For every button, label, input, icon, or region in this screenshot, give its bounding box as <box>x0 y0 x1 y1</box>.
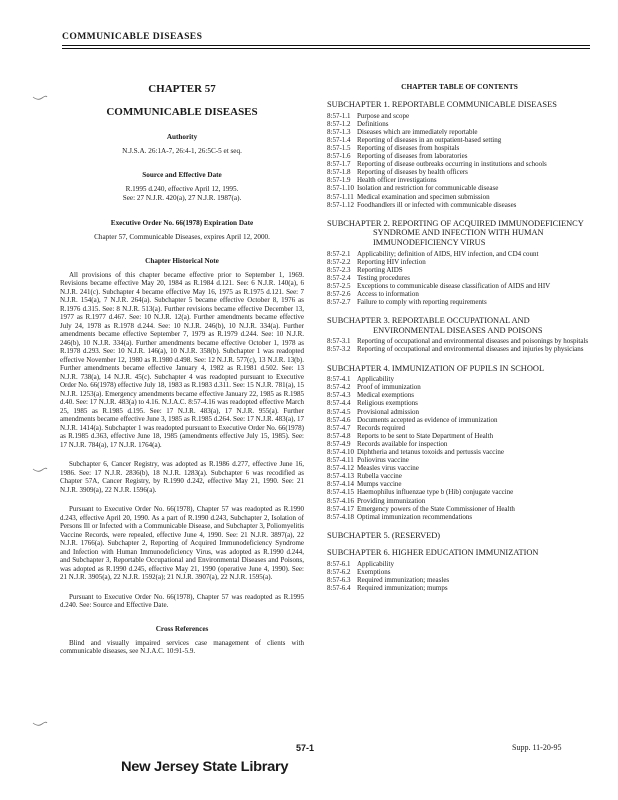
toc-entry <box>327 274 592 282</box>
margin-mark-icon <box>32 714 48 720</box>
section-title: Reporting of occupational and environmental diseases and injuries by physicians <box>357 345 584 354</box>
toc-entry <box>327 193 592 201</box>
source-line: R.1995 d.240, effective April 12, 1995. <box>125 185 239 194</box>
toc-entry <box>327 416 592 424</box>
toc-entry <box>327 513 592 521</box>
section-number: 8:57-4.15 <box>327 488 355 497</box>
toc-entry <box>327 152 592 160</box>
section-number: 8:57-3.2 <box>327 345 351 354</box>
subchapter-heading: SUBCHAPTER 5. (RESERVED) <box>327 530 441 540</box>
section-number: 8:57-1.6 <box>327 152 351 161</box>
toc-entry <box>327 480 592 488</box>
toc-entry <box>327 290 592 298</box>
section-number: 8:57-4.3 <box>327 391 351 400</box>
section-title: Definitions <box>357 119 389 128</box>
authority-heading: Authority <box>166 133 198 141</box>
margin-mark-icon <box>32 88 48 94</box>
header-rule <box>62 45 590 46</box>
section-title: Required immunization; measles <box>357 576 450 585</box>
section-title: Medical exemptions <box>357 391 414 400</box>
toc-entry <box>327 250 592 258</box>
section-title: Haemophilus influenzae type b (Hib) conjugate vaccine <box>357 488 514 497</box>
section-title: Documents accepted as evidence of immunization <box>357 415 498 424</box>
section-number: 8:57-1.5 <box>327 143 351 152</box>
section-title: Access to information <box>357 289 419 298</box>
section-title: Records available for inspection <box>357 439 448 448</box>
section-number: 8:57-1.4 <box>327 135 351 144</box>
running-head: COMMUNICABLE DISEASES <box>62 31 203 42</box>
expiration-heading: Executive Order No. 66(1978) Expiration Date <box>110 218 254 227</box>
page-number: 57-1 <box>296 743 315 753</box>
toc-entry <box>327 472 592 480</box>
section-number: 8:57-4.10 <box>327 447 355 456</box>
section-title: Diphtheria and tetanus toxoids and pertussis vaccine <box>357 447 504 456</box>
section-number: 8:57-1.10 <box>327 184 355 193</box>
section-title: Records required <box>357 423 406 432</box>
subchapter-heading: SUBCHAPTER 4. IMMUNIZATION OF PUPILS IN SCHOOL <box>327 363 545 373</box>
history-paragraph: Pursuant to Executive Order No. 66(1978), Chapter 57 was readopted as R.1990 d.243, effective April 20, 1990. As a part of R.1990 d.243, Subchapter 2, Isolation of Persons Ill or Infected with a Communicable Disease, and Subchapter 3, Poliomyelitis Vaccine Records, were repealed, effective June 4, 1990. See: 21 N.J.R. 3897(a), 22 N.J.R. 1766(a). Subchapter 2, Reporting of Acquired Immunodeficiency Syndrome and Infection with Human Immunodeficiency Virus, was adopted as R.1990 d.244, and Subchapter 3, Reportable Occupational and Environmental Diseases and Poisons, was adopted as R.1990 d.245, effective May 21, 1990 (operative June 4, 1990). See: 21 N.J.R. 3905(a), 22 N.J.R. 1592(a); 21 N.J.R. 3907(a), 22 N.J.R. 1595(a). <box>60 505 304 582</box>
toc-entry <box>327 576 592 584</box>
section-number: 8:57-2.3 <box>327 265 351 274</box>
toc-entry <box>327 391 592 399</box>
toc-entry <box>327 488 592 496</box>
section-number: 8:57-4.8 <box>327 431 351 440</box>
section-number: 8:57-4.11 <box>327 456 354 465</box>
subchapter-heading: SUBCHAPTER 6. HIGHER EDUCATION IMMUNIZATION <box>327 548 539 558</box>
section-number: 8:57-4.6 <box>327 415 351 424</box>
cross-references-heading: Cross References <box>155 624 209 633</box>
section-number: 8:57-4.2 <box>327 383 351 392</box>
toc-entry <box>327 282 592 290</box>
section-number: 8:57-1.2 <box>327 119 351 128</box>
section-title: Reporting of diseases by health officers <box>357 168 468 177</box>
section-number: 8:57-1.12 <box>327 200 355 209</box>
section-number: 8:57-2.5 <box>327 281 351 290</box>
section-title: Reporting AIDS <box>357 265 403 274</box>
library-stamp: New Jersey State Library <box>121 758 289 774</box>
toc-entry <box>327 456 592 464</box>
section-number: 8:57-4.13 <box>327 472 355 481</box>
section-title: Optimal immunization recommendations <box>357 512 473 521</box>
section-title: Rubella vaccine <box>357 472 402 481</box>
section-title: Medical examination and specimen submission <box>357 192 490 201</box>
section-number: 8:57-4.18 <box>327 512 355 521</box>
header-rule-thin <box>62 48 590 49</box>
supplement-date: Supp. 11-20-95 <box>512 743 562 752</box>
section-title: Measles virus vaccine <box>357 464 419 473</box>
section-title: Reporting of diseases from laboratories <box>357 152 468 161</box>
toc-entry <box>327 345 592 353</box>
section-title: Applicability; definition of AIDS, HIV infection, and CD4 count <box>357 249 539 258</box>
toc-entry <box>327 375 592 383</box>
toc-entry <box>327 497 592 505</box>
section-title: Failure to comply with reporting requirements <box>357 298 487 307</box>
section-title: Exemptions <box>357 568 391 577</box>
toc-entry <box>327 568 592 576</box>
section-title: Isolation and restriction for communicable disease <box>357 184 499 193</box>
section-title: Religious exemptions <box>357 399 418 408</box>
section-number: 8:57-2.7 <box>327 298 351 307</box>
section-number: 8:57-4.9 <box>327 439 351 448</box>
toc-entry <box>327 136 592 144</box>
toc-entry <box>327 337 592 345</box>
section-title: Foodhandlers ill or infected with communicable diseases <box>357 200 517 209</box>
section-number: 8:57-2.2 <box>327 257 351 266</box>
section-title: Mumps vaccine <box>357 480 402 489</box>
chapter-title: COMMUNICABLE DISEASES <box>106 106 258 118</box>
section-number: 8:57-2.6 <box>327 289 351 298</box>
section-title: Providing immunization <box>357 496 426 505</box>
source-line: See: 27 N.J.R. 420(a), 27 N.J.R. 1987(a). <box>122 194 242 203</box>
section-title: Emergency powers of the State Commissioner of Health <box>357 504 515 513</box>
toc-title: CHAPTER TABLE OF CONTENTS <box>401 82 518 91</box>
subchapter-heading: SUBCHAPTER 3. REPORTABLE OCCUPATIONAL AND ENVIRONMENTAL DISEASES AND POISONS <box>327 316 543 335</box>
section-number: 8:57-4.5 <box>327 407 351 416</box>
history-paragraph: Subchapter 6, Cancer Registry, was adopted as R.1986 d.277, effective June 16, 1986. See: 17 N.J.R. 2836(b), 18 N.J.R. 1283(a). Subchapter 6 was recodified as Chapter 57A, Cancer Registry, by R.1990 d.242, effective May 21, 1990. See: 21 N.J.R. 3909(a), 22 N.J.R. 1596(a). <box>60 460 304 494</box>
toc-entry <box>327 184 592 192</box>
section-number: 8:57-4.7 <box>327 423 351 432</box>
toc-entry <box>327 584 592 592</box>
margin-mark-icon <box>32 460 48 466</box>
toc-entry <box>327 128 592 136</box>
toc-entry <box>327 440 592 448</box>
section-title: Diseases which are immediately reportable <box>357 127 478 136</box>
toc-entry <box>327 432 592 440</box>
section-number: 8:57-4.12 <box>327 464 355 473</box>
table-of-contents <box>327 80 592 592</box>
section-number: 8:57-4.4 <box>327 399 351 408</box>
section-number: 8:57-6.1 <box>327 560 351 568</box>
toc-entry <box>327 266 592 274</box>
section-title: Required immunization; mumps <box>357 584 448 593</box>
history-heading: Chapter Historical Note <box>145 256 219 265</box>
section-title: Provisional admission <box>357 407 420 416</box>
section-number: 8:57-6.4 <box>327 584 351 593</box>
history-paragraph: All provisions of this chapter became effective prior to September 1, 1969. Revisions became effective May 20, 1984 as R.1984 d.121. See: 6 N.J.R. 140(a), 6 N.J.R. 241(c). Subchapter 4 became effective May 16, 1975 as R.1975 d.121. See: 7 N.J.R. 154(a), 7 N.J.R. 264(a). Subchapter 5 became effective October 8, 1976 as R.1976 d.315. See: 8 N.J.R. 513(a). Further revisions became effective December 13, 1977 as R.1977 d.467. See: 10 N.J.R. 12(a). Further amendments became effective July 24, 1978 as R.1978 d.244. See: 10 N.J.R. 246(b), 10 N.J.R. 334(a). Further amendments became effective September 7, 1979 as R.1979 d.244. See: 10 N.J.R. 246(b), 10 N.J.R. 334(a). Further amendments became effective October 1, 1978 as R.1978 d.293. See: 10 N.J.R. 146(a), 10 N.J.R. 358(b). Subchapter 1 was readopted effective November 12, 1980 as R.1980 d.498. See: 12 N.J.R. 577(c), 13 N.J.R. 13(b). Further amendments became effective January 4, 1982 as R.1981 d.502. See: 13 N.J.R. 738(a), 14 N.J.R. 45(c). Subchapter 4 was readopted pursuant to Executive Order No. 66(1978) effective July 18, 1983 as R.1983 d.311. See: 15 N.J.R. 781(a), 15 N.J.R. 1253(a). Emergency amendments became effective January 22, 1985 as R.1985 d.40. See: 17 N.J.R. 483(a) to 4.16. N.J.A.C. 8:57-4.16 was readopted effective March 25, 1985 as R.1985 d.195. See: 17 N.J.R. 483(a), 17 N.J.R. 955(a). Further amendments became effective June 3, 1985 as R.1985 d.264. See: 17 N.J.R. 483(a), 17 N.J.R. 1414(a). Subchapter 1 was readopted pursuant to Executive Order No. 66(1978) as R.1985 d.363, effective June 18, 1985 (amendments effective July 15, 1985). See: 17 N.J.R. 784(a), 17 N.J.R. 1764(a). <box>60 270 304 449</box>
section-number: 8:57-1.11 <box>327 192 354 201</box>
section-number: 8:57-1.8 <box>327 168 351 177</box>
section-title: Exceptions to communicable disease classification of AIDS and HIV <box>357 281 551 290</box>
toc-entry <box>327 144 592 152</box>
section-number: 8:57-1.7 <box>327 160 351 169</box>
cross-references-text: Blind and visually impaired services case management of clients with communicable diseases, see N.J.A.C. 10:91-5.9. <box>60 638 304 656</box>
toc-entry <box>327 120 592 128</box>
toc-body <box>327 91 592 592</box>
toc-entry <box>327 201 592 209</box>
section-number: 8:57-4.1 <box>327 375 351 384</box>
section-title: Reporting of disease outbreaks occurring in institutions and schools <box>357 160 547 169</box>
section-number: 8:57-1.1 <box>327 111 351 120</box>
expiration-text: Chapter 57, Communicable Diseases, expires April 12, 2000. <box>94 232 270 241</box>
section-title: Testing procedures <box>357 273 410 282</box>
section-number: 8:57-1.9 <box>327 176 351 185</box>
toc-entry <box>327 112 592 120</box>
section-title: Health officer investigations <box>357 176 437 185</box>
section-number: 8:57-2.4 <box>327 273 351 282</box>
section-number: 8:57-3.1 <box>327 337 351 346</box>
section-title: Applicability <box>357 375 394 384</box>
toc-entry <box>327 168 592 176</box>
section-title: Applicability <box>357 560 394 568</box>
section-number: 8:57-1.3 <box>327 127 351 136</box>
section-number: 8:57-4.17 <box>327 504 355 513</box>
subchapter-heading: SUBCHAPTER 1. REPORTABLE COMMUNICABLE DISEASES <box>327 100 557 109</box>
toc-entry <box>327 176 592 184</box>
section-title: Purpose and scope <box>357 111 410 120</box>
section-number: 8:57-4.14 <box>327 480 355 489</box>
history-paragraph: Pursuant to Executive Order No. 66(1978), Chapter 57 was readopted as R.1995 d.240. See: Source and Effective Date. <box>60 592 304 610</box>
section-title: Reports to be sent to State Department of Health <box>357 431 494 440</box>
toc-entry <box>327 258 592 266</box>
section-title: Reporting of diseases in an outpatient-based setting <box>357 135 502 144</box>
toc-entry <box>327 424 592 432</box>
section-title: Reporting of diseases from hospitals <box>357 143 460 152</box>
toc-entry <box>327 298 592 306</box>
section-title: Proof of immunization <box>357 383 421 392</box>
toc-entry <box>327 560 592 568</box>
toc-entry <box>327 505 592 513</box>
section-title: Poliovirus vaccine <box>357 456 409 465</box>
chapter-number: CHAPTER 57 <box>148 83 216 95</box>
section-title: Reporting HIV infection <box>357 257 426 266</box>
source-heading: Source and Effective Date <box>142 171 222 180</box>
authority-text: N.J.S.A. 26:1A-7, 26:4-1, 26:5C-5 et seq. <box>122 147 242 155</box>
section-number: 8:57-4.16 <box>327 496 355 505</box>
subchapter-heading: SUBCHAPTER 2. REPORTING OF ACQUIRED IMMUNODEFICIENCY SYNDROME AND INFECTION WITH HUMAN IMMUNODEFICIENCY VIRUS <box>327 218 584 247</box>
toc-entry <box>327 399 592 407</box>
toc-entry <box>327 160 592 168</box>
toc-entry <box>327 464 592 472</box>
section-number: 8:57-2.1 <box>327 249 351 258</box>
left-column <box>60 80 304 656</box>
toc-entry <box>327 408 592 416</box>
toc-entry <box>327 448 592 456</box>
section-number: 8:57-6.2 <box>327 568 351 577</box>
toc-entry <box>327 383 592 391</box>
section-title: Reporting of occupational and environmental diseases and poisonings by hospitals <box>357 337 589 346</box>
section-number: 8:57-6.3 <box>327 576 351 585</box>
